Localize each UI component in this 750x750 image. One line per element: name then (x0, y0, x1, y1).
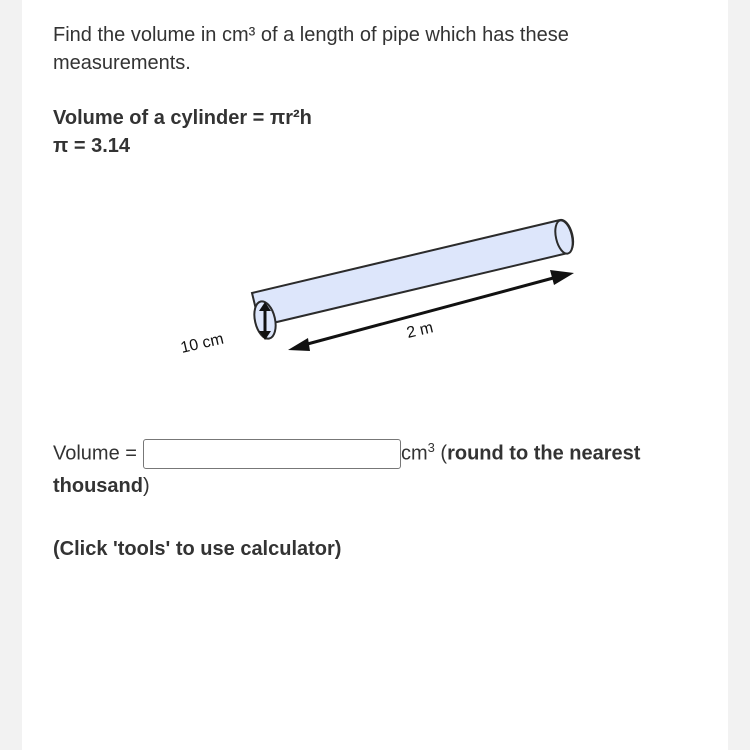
pipe-body (252, 220, 573, 326)
calculator-hint: (Click 'tools' to use calculator) (53, 538, 342, 560)
volume-label: Volume = (53, 442, 137, 465)
formula-pi: π = 3.14 (53, 135, 131, 157)
instruction-open: ( (434, 442, 448, 465)
diameter-label: 10 cm (179, 330, 226, 357)
instruction-bold-2: thousand (53, 474, 143, 497)
formula-block (53, 104, 312, 160)
pipe-diagram (152, 205, 592, 375)
unit-label: cm (400, 442, 428, 465)
question-text: Find the volume in cm³ of a length of pipe which has these measurements. (53, 24, 569, 74)
formula-volume: Volume of a cylinder = πr²h (53, 107, 312, 129)
length-label: 2 m (405, 319, 435, 342)
unit-exponent: 3 (427, 440, 435, 455)
instruction-close: ) (143, 474, 150, 497)
answer-line (53, 432, 713, 502)
volume-input[interactable] (143, 439, 401, 469)
question-card (22, 0, 728, 750)
instruction-bold-1: round to the nearest (447, 442, 641, 465)
